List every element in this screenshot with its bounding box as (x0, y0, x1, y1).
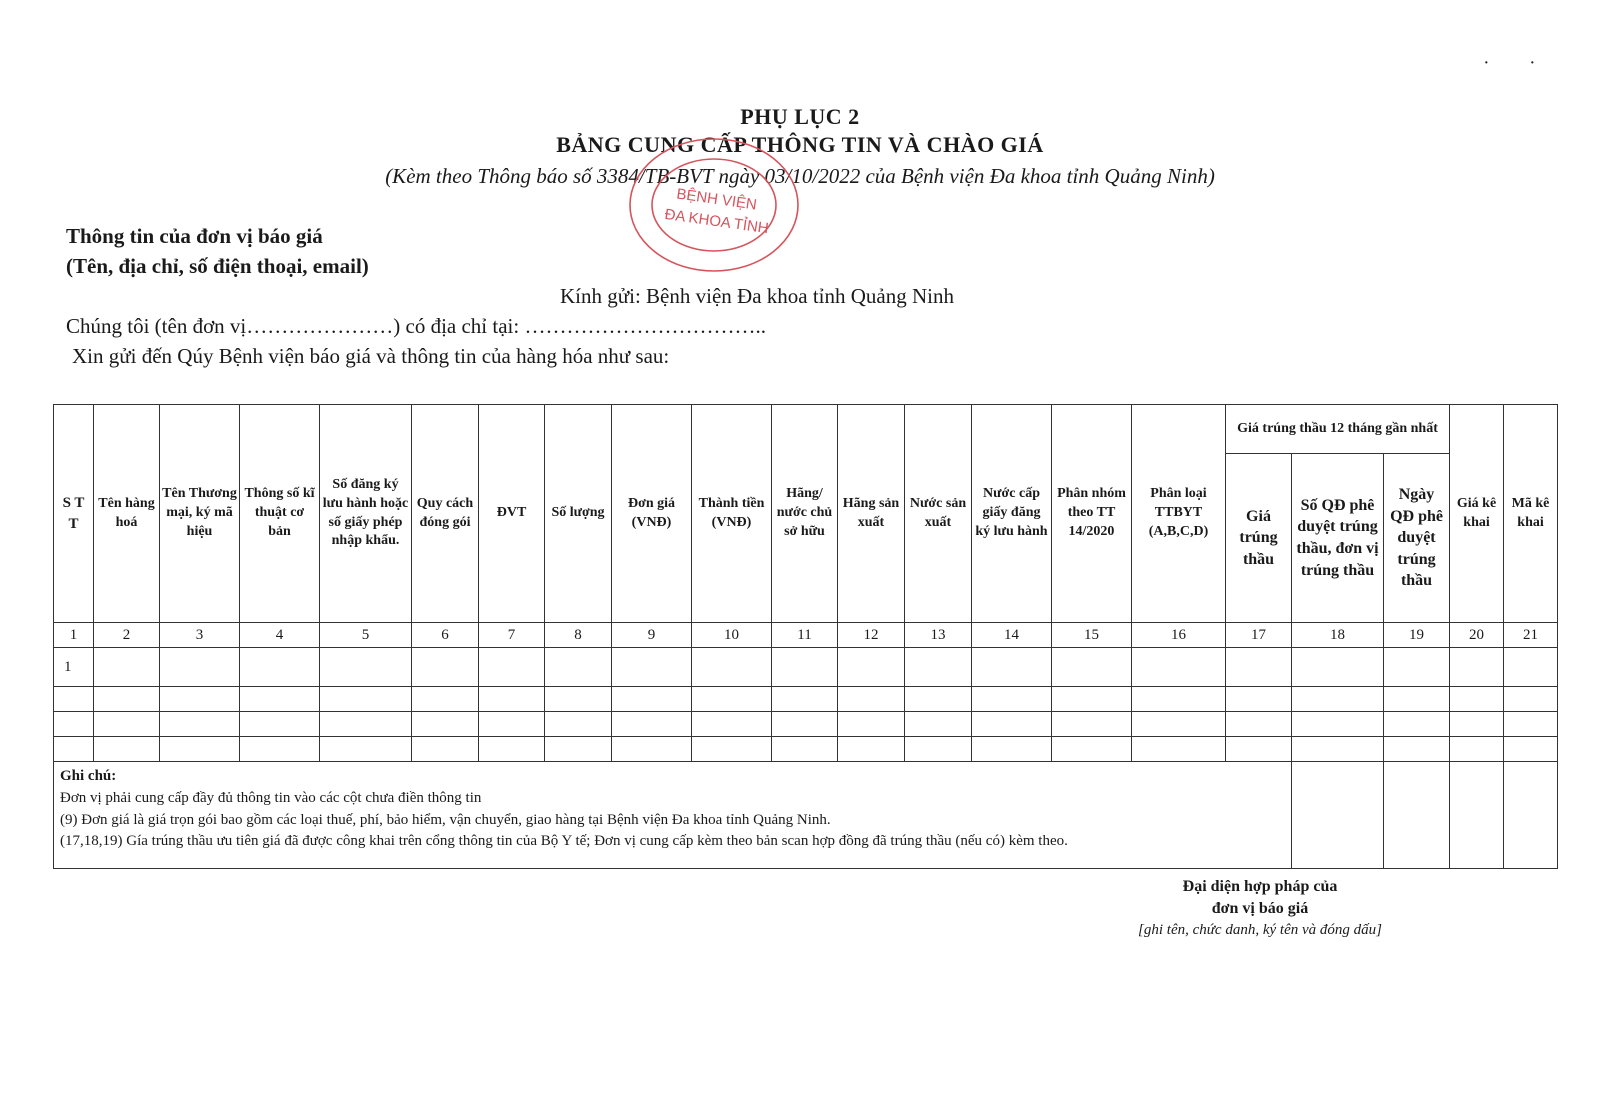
intro-line: Chúng tôi (tên đơn vị…………………) có địa chỉ tại: …………………………….. (66, 314, 766, 338)
hospital-stamp-icon (624, 130, 804, 280)
group-header: Giá trúng thầu 12 tháng gần nhất (1226, 405, 1450, 454)
notes-title: Ghi chú: (60, 768, 117, 784)
column-number: 14 (972, 623, 1052, 648)
column-header: Phân loại TTBYT (A,B,C,D) (1132, 405, 1226, 623)
corner-mark: · (1484, 56, 1489, 71)
stamp-text: ĐA KHOA TỈNH (663, 205, 770, 238)
note-line: (9) Đơn giá là giá trọn gói bao gồm các loại thuế, phí, bảo hiểm, vận chuyển, giao hàng tại Bệnh viện Đa khoa tỉnh Quảng Ninh. (60, 811, 831, 828)
intro-line: Xin gửi đến Qúy Bệnh viện báo giá và thông tin của hàng hóa như sau: (72, 344, 670, 368)
column-number: 17 (1226, 623, 1292, 648)
column-number: 6 (412, 623, 479, 648)
column-header: Tên Thương mại, ký mã hiệu (160, 405, 240, 623)
column-number: 16 (1132, 623, 1226, 648)
column-number: 8 (545, 623, 612, 648)
notes-row (54, 762, 1558, 869)
column-number: 3 (160, 623, 240, 648)
document-heading: BẢNG CUNG CẤP THÔNG TIN VÀ CHÀO GIÁ (556, 132, 1044, 157)
column-number: 9 (612, 623, 692, 648)
appendix-title: PHỤ LỤC 2 (740, 104, 860, 129)
column-header: Mã kê khai (1504, 405, 1558, 623)
column-number: 2 (94, 623, 160, 648)
column-header: Nước sản xuất (905, 405, 972, 623)
table-row (54, 687, 1558, 712)
document-subtitle: (Kèm theo Thông báo số 3384/TB-BVT ngày 03/10/2022 của Bệnh viện Đa khoa tỉnh Quảng Ninh) (385, 164, 1215, 188)
quotation-table (53, 404, 1558, 869)
column-number: 19 (1384, 623, 1450, 648)
row-stt: 1 (54, 648, 94, 687)
table-row (54, 712, 1558, 737)
column-number: 20 (1450, 623, 1504, 648)
note-line: Đơn vị phải cung cấp đầy đủ thông tin vào các cột chưa điền thông tin (60, 789, 482, 806)
column-number: 12 (838, 623, 905, 648)
signature-title: đơn vị báo giá (1211, 900, 1309, 917)
column-number: 15 (1052, 623, 1132, 648)
column-header: Số QĐ phê duyệt trúng thầu, đơn vị trúng thầu (1292, 454, 1384, 623)
sender-info-hint: (Tên, địa chỉ, số điện thoại, email) (66, 254, 369, 278)
column-number: 21 (1504, 623, 1558, 648)
column-number: 13 (905, 623, 972, 648)
column-header: ĐVT (479, 405, 545, 623)
column-number: 4 (240, 623, 320, 648)
signature-title: Đại diện hợp pháp của (1182, 878, 1338, 895)
column-header: Đơn giá (VNĐ) (612, 405, 692, 623)
column-header: Giá trúng thầu (1226, 454, 1292, 623)
table-row (54, 737, 1558, 762)
corner-mark: · (1530, 56, 1535, 71)
column-header: Phân nhóm theo TT 14/2020 (1052, 405, 1132, 623)
stamp-text: BỆNH VIỆN (675, 185, 758, 214)
column-number: 5 (320, 623, 412, 648)
column-header: Quy cách đóng gói (412, 405, 479, 623)
column-header: Nước cấp giấy đăng ký lưu hành (972, 405, 1052, 623)
column-number: 18 (1292, 623, 1384, 648)
column-header: Giá kê khai (1450, 405, 1504, 623)
column-number: 1 (54, 623, 94, 648)
greeting-line: Kính gửi: Bệnh viện Đa khoa tỉnh Quảng Ninh (560, 284, 954, 308)
note-line: (17,18,19) Gía trúng thầu ưu tiên giá đã được công khai trên cổng thông tin của Bộ Y tế; Đơn vị cung cấp kèm theo bản scan hợp đồng đã trúng thầu (nếu có) kèm theo. (60, 833, 1068, 850)
column-header: Hãng sản xuất (838, 405, 905, 623)
column-header: Số lượng (545, 405, 612, 623)
signature-instruction: [ghi tên, chức danh, ký tên và đóng dấu] (1138, 922, 1382, 938)
column-header: Ngày QĐ phê duyệt trúng thầu (1384, 454, 1450, 623)
sender-info-heading: Thông tin của đơn vị báo giá (66, 224, 323, 248)
column-header: S T T (54, 405, 94, 623)
column-header: Hãng/ nước chủ sở hữu (772, 405, 838, 623)
column-header: Thông số kĩ thuật cơ bản (240, 405, 320, 623)
notes-cell (54, 762, 1292, 869)
column-header: Thành tiền (VNĐ) (692, 405, 772, 623)
column-header: Số đăng ký lưu hành hoặc số giấy phép nhập khẩu. (320, 405, 412, 623)
column-number: 7 (479, 623, 545, 648)
column-header: Tên hàng hoá (94, 405, 160, 623)
table-row (54, 648, 1558, 687)
column-number: 11 (772, 623, 838, 648)
column-number: 10 (692, 623, 772, 648)
